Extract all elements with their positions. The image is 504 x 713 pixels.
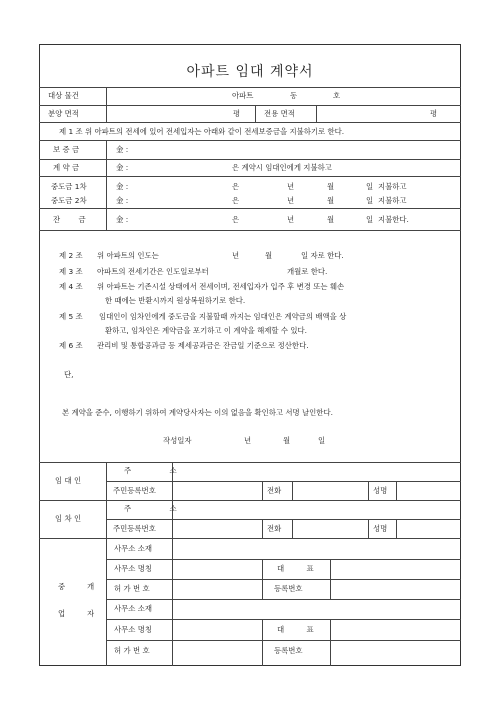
agent-label-2: 개 xyxy=(87,582,95,591)
agent-rep: 대 표 xyxy=(277,564,324,573)
rule xyxy=(262,559,263,599)
lessee-id-label: 주민등록번호 xyxy=(113,524,156,533)
mid2-month: 월 xyxy=(327,196,335,205)
clause-2-text: 위 아파트의 인도는 xyxy=(97,251,159,260)
rule xyxy=(262,619,263,666)
lessor-label: 임 대 인 xyxy=(55,476,82,485)
rule xyxy=(106,481,461,482)
deposit-amount: 金 : xyxy=(116,145,129,154)
rule xyxy=(106,519,461,520)
clause-5-text: 임대인이 임차인에게 중도금을 지불할때 까지는 임대인은 계약금의 배액을 상 xyxy=(99,312,347,321)
property-dong: 동 xyxy=(290,91,298,100)
lessee-address-label: 주 소 xyxy=(124,504,195,513)
clause-3-end: 개월로 한다. xyxy=(287,267,328,276)
agent-reg-no: 등록번호 xyxy=(274,584,303,593)
contract-note: 은 계약시 임대인에게 지불하고 xyxy=(232,163,332,172)
clause-4-text: 위 아파트는 기존시설 상태에서 전세이며, 전세입자가 입주 후 변경 또는 훼손 xyxy=(97,282,345,291)
mid2-label: 중도금 2차 xyxy=(51,196,87,205)
agent-label-3: 업 xyxy=(58,609,66,618)
rule xyxy=(106,140,107,230)
date-label: 작성일자 xyxy=(163,436,192,445)
rule xyxy=(39,462,461,463)
rule xyxy=(39,208,461,209)
mid1-amount: 金 : xyxy=(116,182,129,191)
contract-frame xyxy=(39,44,461,666)
rule xyxy=(106,640,461,641)
clause-6-text: 관리비 및 통합공과금 등 제세공과금은 잔금일 기준으로 정산한다. xyxy=(97,341,309,350)
rule xyxy=(330,619,331,666)
rule xyxy=(172,462,173,666)
mid1-label: 중도금 1차 xyxy=(51,182,87,191)
balance-pay: 지불한다. xyxy=(378,215,409,224)
lessee-phone-label: 전화 xyxy=(267,524,282,533)
rule xyxy=(106,599,461,600)
agent-office-name: 사무소 명칭 xyxy=(114,564,153,573)
exclusive-area-unit: 평 xyxy=(430,109,438,118)
exclusive-area-label: 전용 면적 xyxy=(264,109,295,118)
rule xyxy=(262,481,263,500)
mid1-month: 월 xyxy=(327,182,335,191)
page-title: 아파트 임대 계약서 xyxy=(186,64,314,80)
rule xyxy=(39,176,461,177)
lessee-label: 임 차 인 xyxy=(55,514,82,523)
agent-rep-2: 대 표 xyxy=(277,625,324,634)
rule xyxy=(39,500,461,501)
agent-license: 허 가 번 호 xyxy=(114,584,150,593)
rule xyxy=(396,519,397,538)
balance-amount: 金 : xyxy=(116,215,129,224)
balance-month: 월 xyxy=(327,215,335,224)
closing-statement: 본 계약을 준수, 이행하기 위하여 계약당사자는 이의 없음을 확인하고 서명 날인한다. xyxy=(62,408,333,417)
mid2-pay: 지불하고 xyxy=(378,196,407,205)
lessor-id-label: 주민등록번호 xyxy=(113,486,156,495)
balance-label: 잔 금 xyxy=(53,215,94,224)
rule xyxy=(39,140,461,141)
article-1: 제 1 조 위 아파트의 전세에 있어 전세입자는 아래와 같이 전세보증금을 지불하기로 한다. xyxy=(59,127,345,136)
agent-reg-no-2: 등록번호 xyxy=(274,646,303,655)
balance-year: 년 xyxy=(287,215,295,224)
rule xyxy=(39,230,461,231)
property-ho: 호 xyxy=(333,91,341,100)
mid1-day: 일 xyxy=(366,182,374,191)
date-month: 월 xyxy=(283,436,291,445)
clause-4-label: 제 4 조 xyxy=(59,282,83,291)
agent-office-name-2: 사무소 명칭 xyxy=(114,625,153,634)
mid2-amount: 金 : xyxy=(116,196,129,205)
rule xyxy=(106,87,107,122)
agent-license-2: 허 가 번 호 xyxy=(114,646,150,655)
clause-4-text-cont: 한 때에는 반환시까지 원상복원하기로 한다. xyxy=(105,296,246,305)
lessee-name-label: 성명 xyxy=(373,524,388,533)
mid1-pay: 지불하고 xyxy=(378,182,407,191)
rule xyxy=(368,481,369,500)
clause-2-label: 제 2 조 xyxy=(59,251,83,260)
clause-3-text: 아파트의 전세기간은 인도일로부터 xyxy=(97,267,209,276)
rule xyxy=(39,87,461,88)
rule xyxy=(396,481,397,500)
clause-5-text-cont: 환하고, 임차인은 계약금을 포기하고 이 계약을 해제할 수 있다. xyxy=(105,326,307,335)
balance-won: 은 xyxy=(232,215,240,224)
rule xyxy=(106,462,107,666)
agent-label-1: 중 xyxy=(58,582,66,591)
property-label: 대상 물건 xyxy=(48,91,79,100)
rule xyxy=(292,519,293,538)
balance-day: 일 xyxy=(366,215,374,224)
date-year: 년 xyxy=(244,436,252,445)
lessor-phone-label: 전화 xyxy=(267,486,282,495)
mid2-won: 은 xyxy=(232,196,240,205)
clause-2-year: 년 xyxy=(232,251,240,260)
rule xyxy=(262,519,263,538)
mid2-day: 일 xyxy=(366,196,374,205)
clause-5-label: 제 5 조 xyxy=(59,312,83,321)
area-label: 분양 면적 xyxy=(48,109,79,118)
rule xyxy=(316,105,317,122)
rule xyxy=(292,481,293,500)
rule xyxy=(39,105,461,106)
lessor-address-label: 주 소 xyxy=(124,466,195,475)
mid1-year: 년 xyxy=(287,182,295,191)
rule xyxy=(106,619,461,620)
mid2-year: 년 xyxy=(287,196,295,205)
agent-office-address: 사무소 소재 xyxy=(114,544,153,553)
clause-2-month: 월 xyxy=(265,251,273,260)
rule xyxy=(106,559,461,560)
clause-dan: 단, xyxy=(64,370,74,379)
date-day: 일 xyxy=(318,436,326,445)
rule xyxy=(255,105,256,122)
clause-2-end: 일 자로 한다. xyxy=(301,251,344,260)
mid1-won: 은 xyxy=(232,182,240,191)
rule xyxy=(39,122,461,123)
lessor-name-label: 성명 xyxy=(373,486,388,495)
contract-amount: 金 : xyxy=(116,163,129,172)
rule xyxy=(330,559,331,599)
property-apt: 아파트 xyxy=(232,91,254,100)
deposit-label: 보 증 금 xyxy=(53,145,80,154)
rule xyxy=(39,538,461,539)
agent-label-4: 자 xyxy=(87,609,95,618)
agent-office-address-2: 사무소 소재 xyxy=(114,604,153,613)
area-unit: 평 xyxy=(233,109,241,118)
clause-3-label: 제 3 조 xyxy=(59,267,83,276)
clause-6-label: 제 6 조 xyxy=(59,341,83,350)
contract-label: 계 약 금 xyxy=(53,163,80,172)
rule xyxy=(368,519,369,538)
rule xyxy=(39,159,461,160)
rule xyxy=(106,579,461,580)
